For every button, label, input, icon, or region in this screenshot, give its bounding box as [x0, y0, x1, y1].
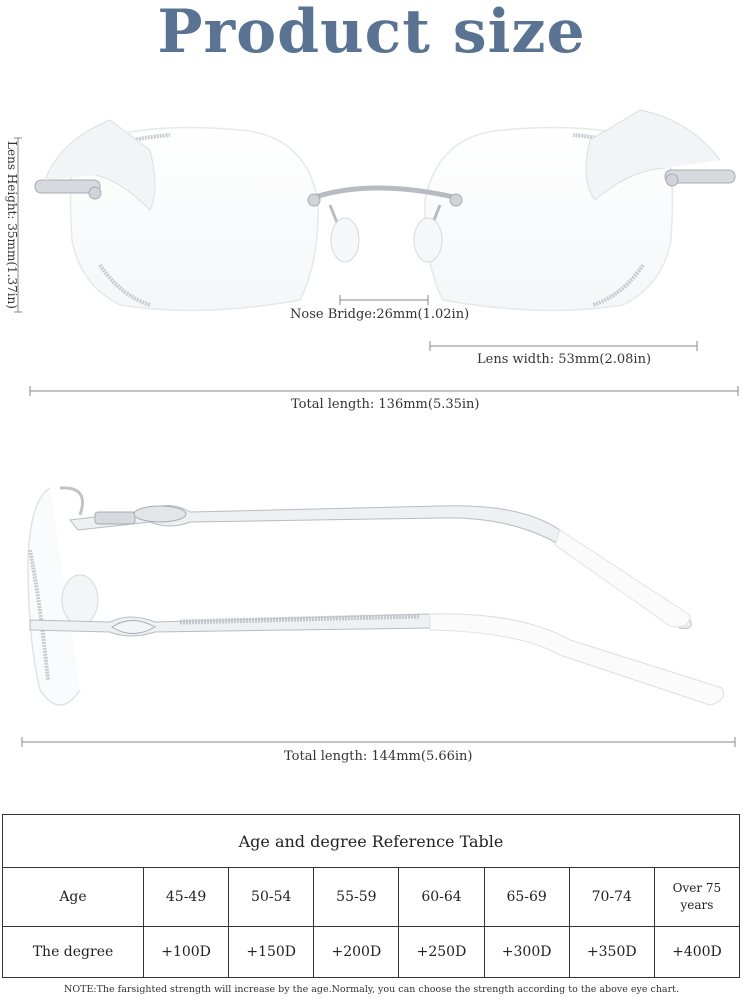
row-header-degree: The degree: [3, 927, 144, 978]
age-degree-table: [2, 814, 740, 978]
nose-bridge-label: Nose Bridge:26mm(1.02in): [287, 307, 472, 322]
table-title: Age and degree Reference Table: [3, 815, 740, 868]
lens-height-label: Lens Height: 35mm(1.37in): [5, 141, 19, 309]
degree-cell: +300D: [484, 927, 569, 978]
age-cell: 55-59: [314, 868, 399, 927]
degree-cell: +200D: [314, 927, 399, 978]
degree-cell: +350D: [569, 927, 654, 978]
footnote: NOTE:The farsighted strength will increase by the age.Normaly, you can choose the strength according to the above eye chart.: [64, 984, 679, 995]
age-cell: 70-74: [569, 868, 654, 927]
age-cell-over-75: Over 75 years: [654, 868, 739, 927]
table-row-degree: [3, 927, 740, 978]
degree-cell: +400D: [654, 927, 739, 978]
row-header-age: Age: [3, 868, 144, 927]
table-row-age: [3, 868, 740, 927]
degree-cell: +100D: [144, 927, 229, 978]
page-title: Product size: [157, 0, 586, 67]
age-cell: 65-69: [484, 868, 569, 927]
lens-width-label: Lens width: 53mm(2.08in): [474, 352, 654, 367]
age-cell: 60-64: [399, 868, 484, 927]
age-cell: 45-49: [144, 868, 229, 927]
degree-cell: +150D: [229, 927, 314, 978]
age-cell: 50-54: [229, 868, 314, 927]
total-length-front-label: Total length: 136mm(5.35in): [288, 397, 483, 412]
total-length-side-label: Total length: 144mm(5.66in): [281, 749, 476, 764]
degree-cell: +250D: [399, 927, 484, 978]
